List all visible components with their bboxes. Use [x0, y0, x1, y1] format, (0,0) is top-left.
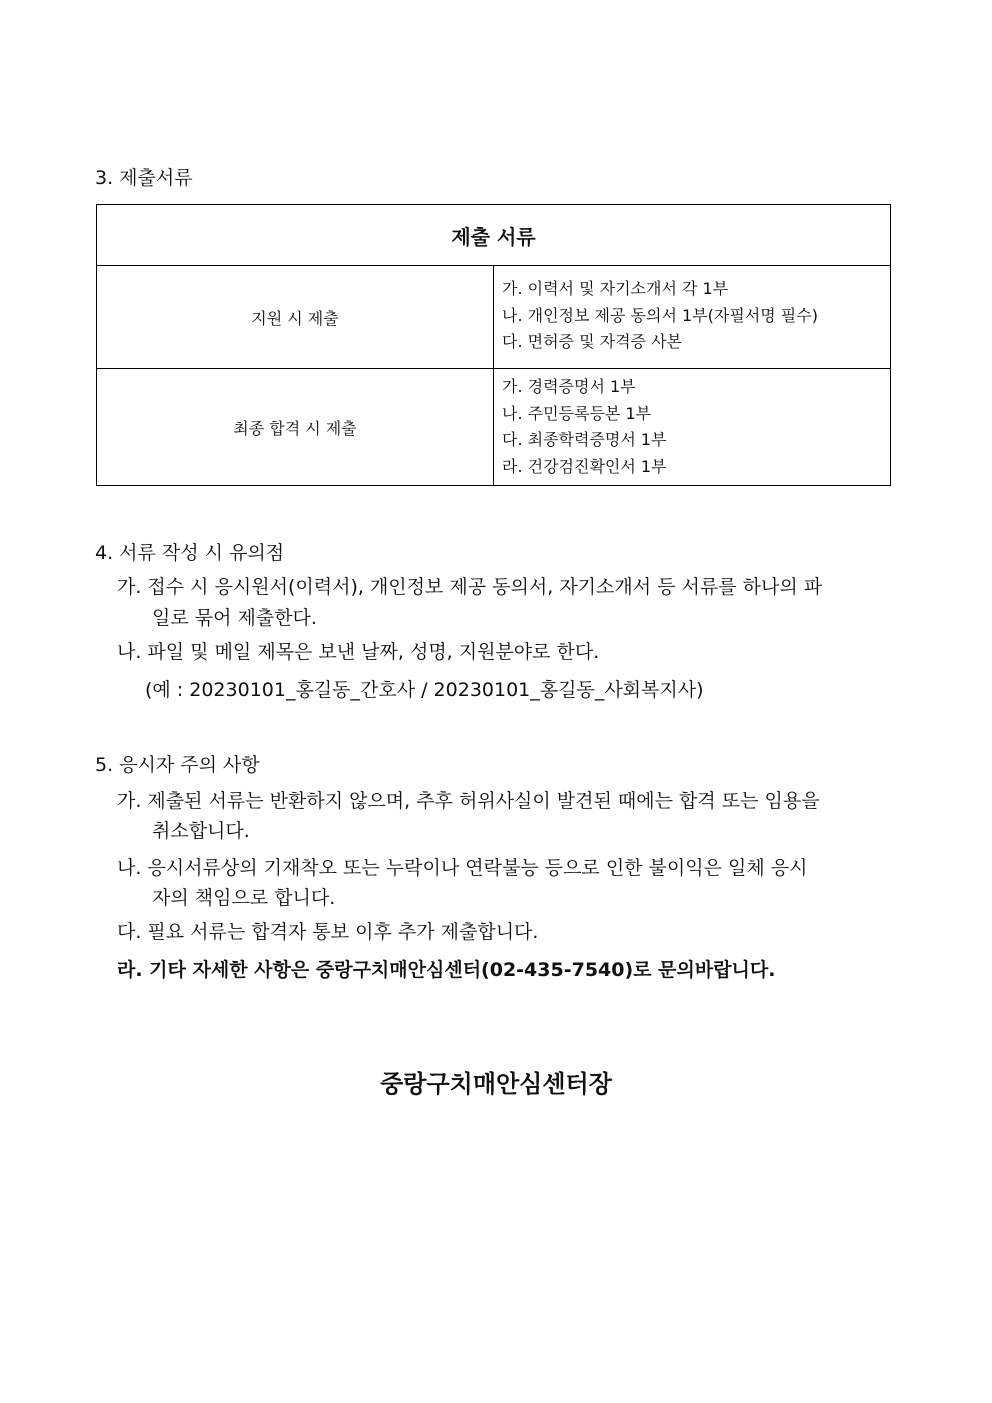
list-item-continuation: 자의 책임으로 합니다.	[152, 887, 336, 909]
list-item: 다. 필요 서류는 합격자 통보 이후 추가 제출합니다.	[117, 921, 539, 943]
example-text: (예 : 20230101_홍길동_간호사 / 20230101_홍길동_사회복지사)	[145, 679, 704, 701]
list-item: 나. 파일 및 메일 제목은 보낸 날짜, 성명, 지원분야로 한다.	[117, 641, 600, 663]
list-item: 가. 제출된 서류는 반환하지 않으며, 추후 허위사실이 발견된 때에는 합격 또는 임용을	[117, 790, 820, 812]
list-item-continuation: 취소합니다.	[152, 820, 250, 842]
table-row	[97, 266, 891, 369]
submission-documents-table	[96, 204, 891, 486]
row-category: 지원 시 제출	[97, 266, 494, 369]
list-item: 나. 주민등록등본 1부	[502, 403, 652, 423]
row-items	[494, 369, 891, 486]
row-category: 최종 합격 시 제출	[97, 369, 494, 486]
list-item: 나. 응시서류상의 기재착오 또는 누락이나 연락불능 등으로 인한 불이익은 일체 응시	[117, 857, 808, 879]
list-item: 가. 경력증명서 1부	[502, 377, 636, 396]
list-item: 가. 접수 시 응시원서(이력서), 개인정보 제공 동의서, 자기소개서 등 서류를 하나의 파	[117, 576, 823, 598]
table-row	[97, 369, 891, 486]
section3-heading: 3. 제출서류	[95, 167, 193, 189]
closing-signature: 중랑구치매안심센터장	[380, 1070, 612, 1098]
section5-heading: 5. 응시자 주의 사항	[95, 754, 260, 776]
table-header-row	[97, 205, 891, 266]
list-item: 다. 최종학력증명서 1부	[502, 430, 667, 449]
list-item: 라. 건강검진확인서 1부	[502, 456, 667, 476]
list-item: 다. 면허증 및 자격증 사본	[502, 332, 682, 351]
row-items	[494, 266, 891, 369]
contact-notice: 라. 기타 자세한 사항은 중랑구치매안심센터(02-435-7540)로 문의바랍니다.	[117, 959, 776, 981]
section4-heading: 4. 서류 작성 시 유의점	[95, 542, 285, 564]
list-item: 가. 이력서 및 자기소개서 각 1부	[502, 279, 729, 298]
list-item-continuation: 일로 묶어 제출한다.	[152, 607, 317, 629]
table-header: 제출 서류	[97, 205, 891, 266]
list-item: 나. 개인정보 제공 동의서 1부(자필서명 필수)	[502, 305, 818, 325]
